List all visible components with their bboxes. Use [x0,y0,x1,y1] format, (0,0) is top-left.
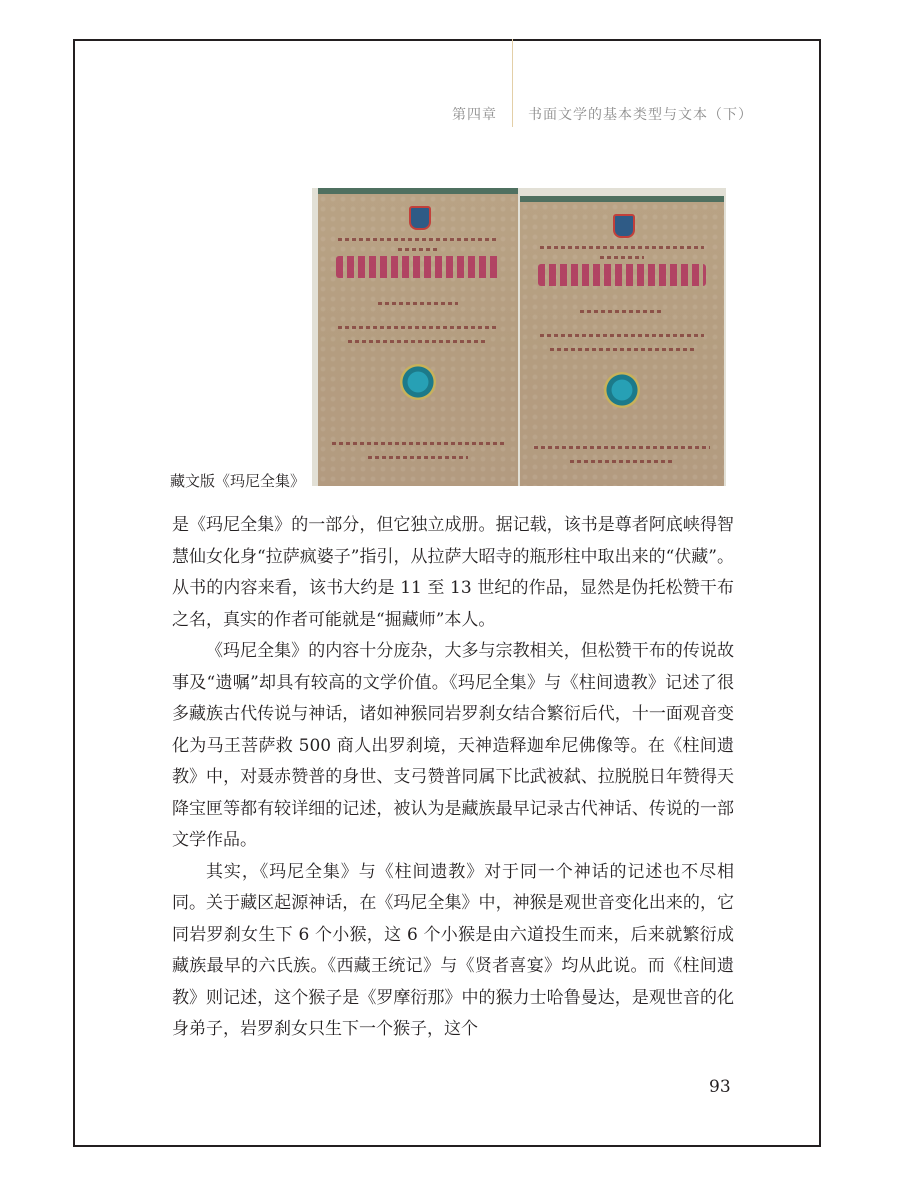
tibetan-text-line [600,256,644,259]
tibetan-text-line [348,340,488,343]
tibetan-text-line [540,334,704,337]
tibetan-title [538,264,706,286]
emblem-icon [409,206,431,230]
chapter-label: 第四章 [452,107,497,123]
tibetan-text-line [338,238,498,241]
publisher-emblem-icon [604,372,640,408]
book-cover-left [318,188,518,486]
tibetan-text-line [338,326,498,329]
chapter-title: 书面文学的基本类型与文本（下） [528,107,753,123]
tibetan-text-line [534,446,710,449]
emblem-icon [613,214,635,238]
tibetan-title [336,256,500,278]
tibetan-text-line [378,302,458,305]
paragraph: 《玛尼全集》的内容十分庞杂，大多与宗教相关，但松赞干布的传说故事及“遗嘱”却具有较高的文学价值。《玛尼全集》与《柱间遗教》记述了很多藏族古代传说与神话，诸如神猴同岩罗刹女结合繁衍后代，十一面观音变化为马王菩萨救 500 商人出罗刹境，天神造释迦牟尼佛像等。在《柱间遗教》中，对聂赤赞普的身世、支弓赞普同属下比武被弑、拉脱脱日年赞得天降宝匣等都有较详细的记述，被认为是藏族最早记录古代神话、传说的一部文学作品。 [172,641,734,850]
body-text [172,510,734,1046]
tibetan-text-line [580,310,664,313]
publisher-emblem-icon [400,364,436,400]
running-header [0,104,900,124]
tibetan-text-line [368,456,468,459]
paragraph: 其实，《玛尼全集》与《柱间遗教》对于同一个神话的记述也不尽相同。关于藏区起源神话，在《玛尼全集》中，神猴是观世音变化出来的，它同岩罗刹女生下 6 个小猴，这 6 个小猴是由六道投生而来，后来就繁衍成藏族最早的六氏族。《西藏王统记》与《贤者喜宴》均从此说。而《柱间遗教》则记述，这个猴子是《罗摩衍那》中的猴力士哈鲁曼达，是观世音的化身弟子，岩罗刹女只生下一个猴子，这个 [172,861,734,1039]
tibetan-text-line [332,442,504,445]
page-number: 93 [709,1077,731,1097]
tibetan-text-line [398,248,438,251]
book-covers-photo [312,188,726,486]
tibetan-text-line [570,460,674,463]
paragraph: 是《玛尼全集》的一部分，但它独立成册。据记载，该书是尊者阿底峡得智慧仙女化身“拉萨疯婆子”指引，从拉萨大昭寺的瓶形柱中取出来的“伏藏”。从书的内容来看，该书大约是 11 至 13 世纪的作品，显然是伪托松赞干布之名，真实的作者可能就是“掘藏师”本人。 [172,515,734,630]
book-cover-right [520,196,724,486]
tibetan-text-line [550,348,694,351]
header-divider [512,39,513,127]
figure-caption: 藏文版《玛尼全集》 [170,472,306,490]
tibetan-text-line [540,246,704,249]
